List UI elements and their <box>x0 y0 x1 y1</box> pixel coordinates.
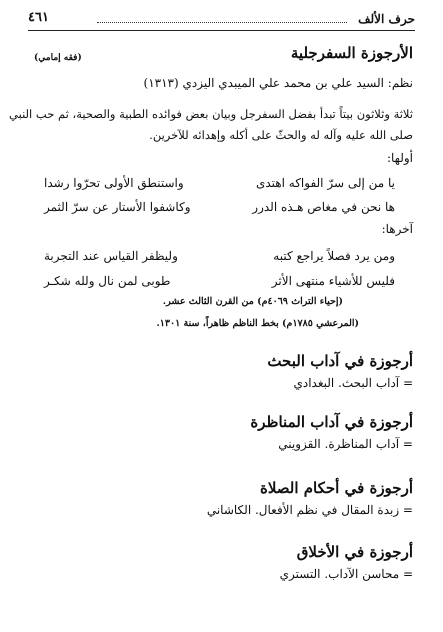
first-verses-label: أولها: <box>386 151 413 165</box>
entry-title: أرجوزة في أحكام الصلاة <box>259 479 413 497</box>
description-line-1: ثلاثة وثلاثون بيتاً تبدأ بفضل السفرجل وبيان بعض فوائده الطبية والصحية، ثم حب النبي <box>9 107 413 121</box>
reference-1: (إحياء التراث ٤٠٦٩م) من القرن الثالث عشر. <box>162 296 343 307</box>
header-rule <box>28 30 415 31</box>
last-verse-2-hemistich-1: فليس للأشياء منتهى الأثر <box>271 274 395 288</box>
first-verse-2-hemistich-1: ها نحن في مغاص هـذه الدرر <box>252 200 395 214</box>
entry-title: أرجوزة في آداب البحث <box>267 352 413 370</box>
last-verse-1-hemistich-2: وليظفر القياس عند التجربة <box>44 249 178 263</box>
last-verse-1-hemistich-1: ومن يرد فصلاً يراجع كتبه <box>273 249 395 263</box>
description-line-2: صلى الله عليه وآله له والحثّ على أكله وإهدائه للآخرين. <box>149 128 413 142</box>
see-reference: = آداب البحث. البغدادي <box>293 376 413 390</box>
author-line: نظم: السيد علي بن محمد علي الميبدي اليزدي (١٣١٣) <box>143 76 413 90</box>
entry-title: الأرجوزة السفرجلية <box>290 44 413 62</box>
subject-tag: (فقه إمامي) <box>34 53 82 63</box>
see-reference: = محاسن الآداب. التستري <box>279 567 413 581</box>
last-verse-2-hemistich-2: طوبى لمن نال ولله شكـر <box>44 274 171 288</box>
first-verse-2-hemistich-2: وكاشفوا الأستار عن سرّ الثمر <box>44 200 191 214</box>
see-reference: = زبدة المقال في نظم الأفعال. الكاشاني <box>206 503 413 517</box>
page-number: ٤٦١ <box>28 10 49 25</box>
last-verses-label: آخرها: <box>381 222 413 236</box>
first-verse-1-hemistich-1: يا من إلى سرّ الفواكه اهتدى <box>255 176 395 190</box>
running-header-title: حرف الألف <box>358 12 415 26</box>
entry-title: أرجوزة في الأخلاق <box>296 543 413 561</box>
entry-title: أرجوزة في آداب المناظرة <box>250 413 413 431</box>
reference-2: (المرعشي ١٧٨٥م) بخط الناظم ظاهراً، سنة ١٣٠١. <box>156 318 359 329</box>
first-verse-1-hemistich-2: واستنطق الأولى تحرّوا رشدا <box>44 176 184 190</box>
see-reference: = آداب المناظرة. القزويني <box>278 437 413 451</box>
header-dot-leader <box>97 12 347 23</box>
